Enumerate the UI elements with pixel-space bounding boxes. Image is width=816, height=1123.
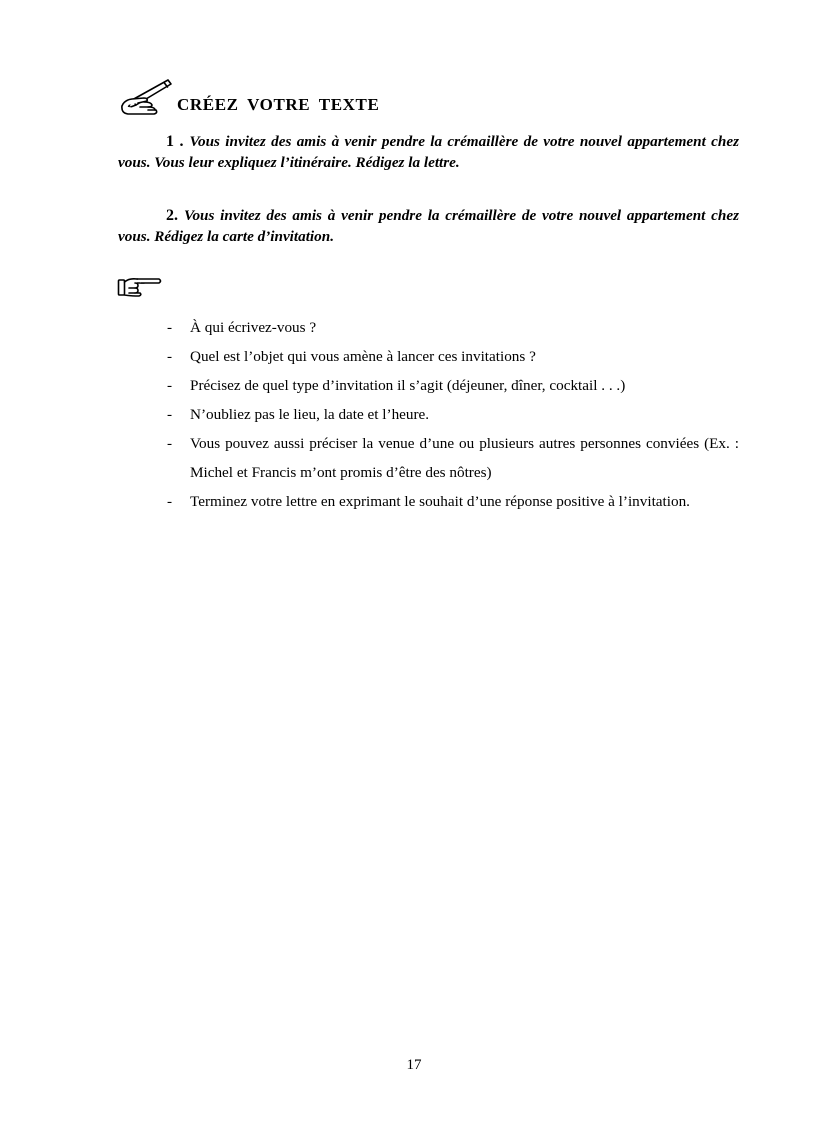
exercise-text: Vous invitez des amis à venir pendre la crémaillère de votre nouvel appartement chez vous. Vous leur expliquez l’itinéraire. Rédigez la lettre.: [118, 133, 739, 171]
list-bullet: -: [167, 406, 173, 423]
guidelines-list: [160, 313, 739, 516]
list-item: [160, 429, 739, 487]
list-item-text: Précisez de quel type d’invitation il s’agit (déjeuner, dîner, cocktail . . .): [190, 377, 626, 394]
list-bullet: -: [167, 493, 173, 510]
list-bullet: -: [167, 435, 173, 452]
list-bullet: -: [167, 348, 173, 365]
list-item: [160, 313, 739, 342]
list-item-text: Terminez votre lettre en exprimant le souhait d’une réponse positive à l’invitation.: [190, 493, 690, 510]
list-item: [160, 342, 739, 371]
list-item-text: À qui écrivez-vous ?: [190, 319, 317, 336]
list-bullet: -: [167, 319, 173, 336]
list-item-text: N’oubliez pas le lieu, la date et l’heure.: [190, 406, 430, 423]
exercise-1: [118, 131, 739, 173]
exercise-2: [118, 205, 739, 247]
exercise-number: 2.: [166, 207, 178, 224]
list-item-text: Vous pouvez aussi préciser la venue d’une ou plusieurs autres personnes conviées (Ex. : Michel et Francis m’ont promis d’être des nôtres): [190, 435, 739, 481]
list-bullet: -: [167, 377, 173, 394]
list-item: [160, 371, 739, 400]
exercise-text: Vous invitez des amis à venir pendre la crémaillère de votre nouvel appartement chez vous. Rédigez la carte d’invitation.: [118, 207, 739, 245]
pointing-hand-icon: [117, 274, 163, 302]
list-item-text: Quel est l’objet qui vous amène à lancer ces invitations ?: [190, 348, 536, 365]
section-title: CRÉEZ VOTRE TEXTE: [177, 95, 380, 114]
section-header: [118, 76, 379, 116]
page-number: 17: [406, 1057, 422, 1073]
writing-hand-icon: [118, 76, 174, 116]
exercise-number: 1 .: [166, 133, 184, 150]
list-item: [160, 487, 739, 516]
list-item: [160, 400, 739, 429]
